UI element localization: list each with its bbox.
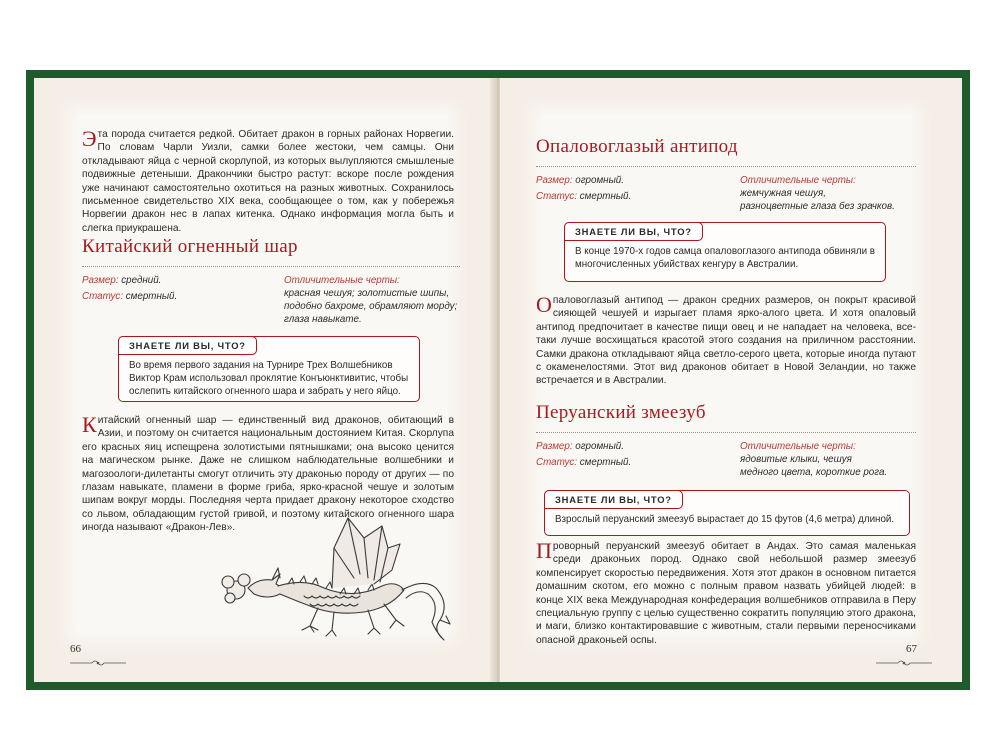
page-number: 66 xyxy=(70,643,81,655)
size-value: огромный. xyxy=(575,175,624,186)
status-label: Статус: xyxy=(536,457,578,468)
size-value: средний. xyxy=(121,275,162,286)
section-title: Китайский огненный шар xyxy=(82,236,298,257)
size-label: Размер: xyxy=(536,441,573,452)
specs-left xyxy=(82,274,272,303)
did-you-know-title: ЗНАЕТЕ ЛИ ВЫ, ЧТО? xyxy=(564,222,703,241)
trait-line: глаза навыкате. xyxy=(284,314,362,325)
status-value: смертный. xyxy=(125,291,178,302)
body-text: паловоглазый антипод — дракон средних размеров, он покрыт красивой сияющей чешуей и изрыгает пламя ярко-алого цвета. И хотя опаловый антипод предпочитает в качестве пищи овец и не нападает на человека, все-таки лучше восхищаться красотой этого создания на приличном расстоянии. Самки дракона откладывают яйца светло-серого цвета, которые иногда путают с окаменелостями. Этот вид драконов обитает в Новой Зеландии, но также встречается и в Австралии. xyxy=(536,295,916,387)
body-paragraph xyxy=(536,294,916,388)
did-you-know-box xyxy=(564,222,886,282)
left-page xyxy=(34,78,496,682)
traits-label: Отличительные черты: xyxy=(740,175,856,186)
drop-cap: О xyxy=(536,292,552,317)
drop-cap: К xyxy=(82,412,97,437)
page-ornament-icon xyxy=(874,658,934,668)
drop-cap: П xyxy=(536,538,552,563)
size-value: огромный. xyxy=(575,441,624,452)
status-value: смертный. xyxy=(579,191,632,202)
did-you-know-title: ЗНАЕТЕ ЛИ ВЫ, ЧТО? xyxy=(118,336,257,355)
section-title: Перуанский змеезуб xyxy=(536,402,706,423)
book-spread xyxy=(26,70,970,690)
drop-cap: Э xyxy=(82,126,97,151)
trait-line: разноцветные глаза без зрачков. xyxy=(740,201,895,212)
size-label: Размер: xyxy=(536,175,573,186)
intro-paragraph xyxy=(82,128,454,235)
section-title: Опаловоглазый антипод xyxy=(536,136,738,157)
trait-line: подобно бахроме, обрамляют морду; xyxy=(284,301,458,312)
traits-label: Отличительные черты: xyxy=(740,441,856,452)
body-text: роворный перуанский змеезуб обитает в Андах. Это самая маленькая среди драконьих пород. Однако свой небольшой размер змеезуб компенсирует скоростью передвижения. Хотя этот дракон в основном питается домашним скотом, его можно с полным правом назвать убийцей людей: в конце XIX века Международная конфедерация волшебников отправила в Перу специальную группу с целью существенно сократить популяцию этого дракона, и маги, близко контактировавшие с животным, стали первыми переносчиками опасной драконьей оспы. xyxy=(536,541,916,646)
trait-line: красная чешуя; золотистые шипы, xyxy=(284,288,450,299)
specs-right xyxy=(740,440,930,479)
did-you-know-text: Взрослый перуанский змеезуб вырастает до 15 футов (4,6 метра) длиной. xyxy=(555,514,895,525)
specs-right xyxy=(740,174,930,213)
specs-right xyxy=(284,274,464,326)
trait-line: ядовитые клыки, чешуя xyxy=(740,454,852,465)
specs-left xyxy=(536,440,726,469)
size-label: Размер: xyxy=(82,275,119,286)
did-you-know-title: ЗНАЕТЕ ЛИ ВЫ, ЧТО? xyxy=(544,490,683,509)
status-label: Статус: xyxy=(536,191,578,202)
section-divider xyxy=(536,432,916,433)
right-page xyxy=(500,78,962,682)
trait-line: медного цвета, короткие рога. xyxy=(740,467,888,478)
status-value: смертный. xyxy=(579,457,632,468)
section-divider xyxy=(82,266,460,267)
page-ornament-icon xyxy=(68,658,128,668)
trait-line: жемчужная чешуя, xyxy=(740,188,826,199)
did-you-know-box xyxy=(544,490,910,536)
status-label: Статус: xyxy=(82,291,124,302)
did-you-know-text: Во время первого задания на Турнире Трех Волшебников Виктор Крам использовал проклятие Конъюнктивитис, чтобы ослепить китайского огненного шара и забрать у него яйцо. xyxy=(129,360,409,397)
body-text: итайский огненный шар — единственный вид драконов, обитающий в Азии, и поэтому он считается национальным достоянием Китая. Скорлупа его красных яиц испещрена золотистыми пятнышками; она высоко ценится на магическом рынке. Даже не слишком наблюдательные волшебники и магозоологи-дилетанты смогут отличить эту драконью породу от других — по глазам навыкате, пламени в форме гриба, ярко-красной чешуе и золотым шипам вокруг морды. Последняя черта придает дракону некоторое сходство со львом, обладающим густой гривой, и поэтому китайского огненного шара иногда называют «Дракон-Лев». xyxy=(82,415,454,534)
section-divider xyxy=(536,166,916,167)
dragon-illustration xyxy=(214,508,464,648)
did-you-know-text: В конце 1970-х годов самца опаловоглазого антипода обвиняли в многочисленных убийствах кенгуру в Австралии. xyxy=(575,246,876,270)
page-number: 67 xyxy=(906,643,917,655)
specs-left xyxy=(536,174,726,203)
body-paragraph xyxy=(536,540,916,647)
intro-text: та порода считается редкой. Обитает дракон в горных районах Норвегии. По словам Чарли Уизли, самки более жестоки, чем самцы. Они откладывают яйца с черной скорлупой, из которых вылупляются смышленые подвижные детеныши. Дракончики быстро растут: вскоре после рождения уже начинают самостоятельно охотиться на разных животных. Сохранилось письменное свидетельство XIX века, сообщающее о том, как у побережья Норвегии дракон нес в лапах китенка. Однако информация могла быть и слегка приукрашена. xyxy=(82,129,454,234)
did-you-know-box xyxy=(118,336,420,402)
traits-label: Отличительные черты: xyxy=(284,275,400,286)
